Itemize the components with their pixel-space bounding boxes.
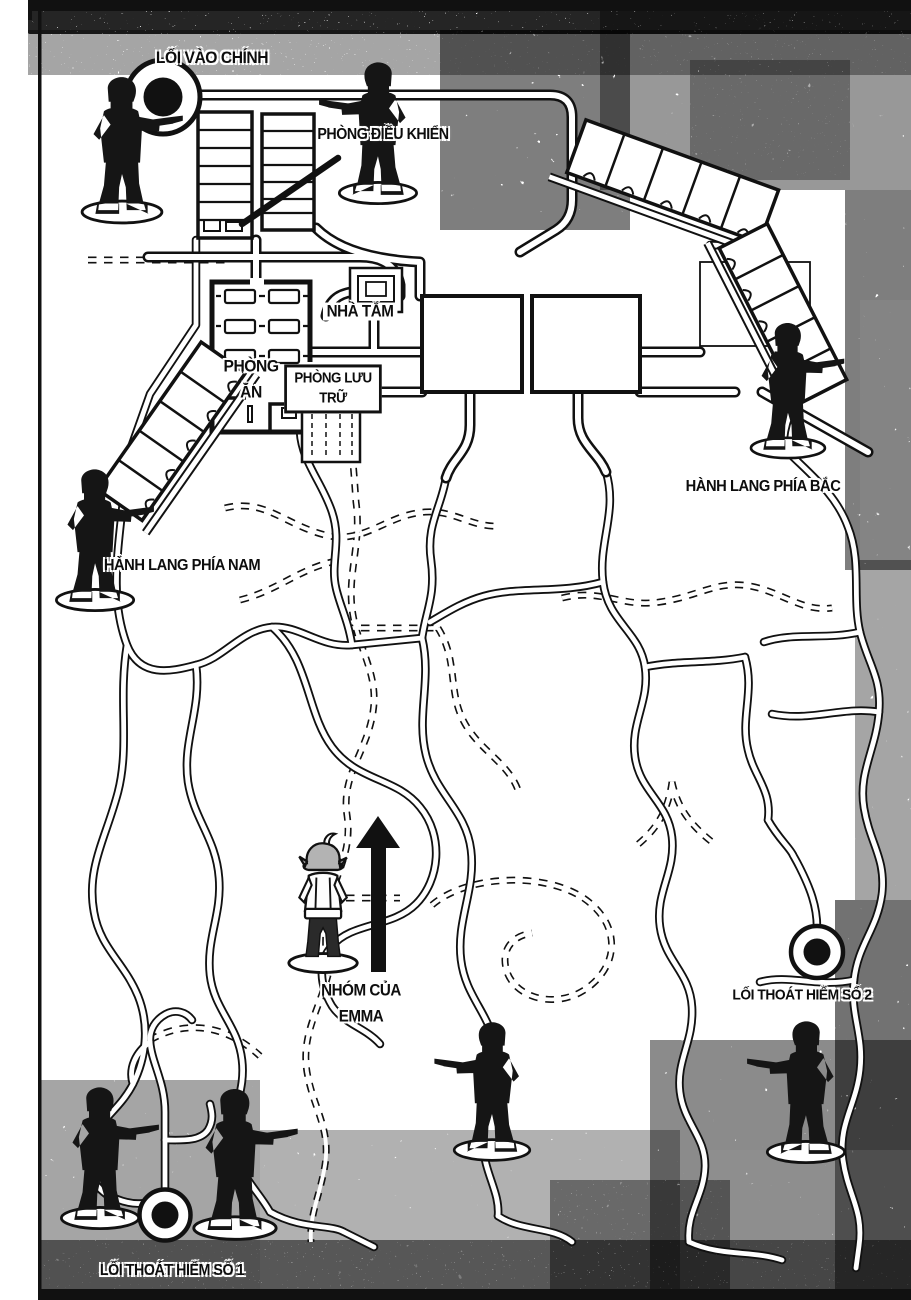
- entrance-cell-block: [198, 112, 314, 238]
- label-exit-1: LỐI THOÁT HIỂM SỐ 1: [99, 1262, 245, 1280]
- label-south-corridor: HÀNH LANG PHÍA NAM: [103, 556, 261, 574]
- route-arrow-icon: [356, 816, 400, 972]
- label-emma-group: NHÓM CỦA EMMA: [321, 981, 401, 1026]
- grunge-texture: [28, 8, 911, 1300]
- label-main-entrance: LỐI VÀO CHÍNH: [155, 48, 269, 68]
- label-exit-2: LỐI THOÁT HIỂM SỐ 2: [732, 986, 872, 1004]
- label-north-corridor: HÀNH LANG PHÍA BẮC: [685, 477, 841, 495]
- label-dining-room: PHÒNG ĂN: [223, 356, 279, 402]
- label-storage-room: PHÒNG LƯU TRỮ: [284, 364, 382, 413]
- storage-room: [302, 408, 360, 462]
- label-bath-house: NHÀ TẮM: [323, 303, 397, 322]
- exit1-marker-icon: [140, 1190, 191, 1241]
- label-control-room: PHÒNG ĐIỀU KHIỂN: [317, 126, 449, 144]
- exit2-marker-icon: [791, 926, 843, 978]
